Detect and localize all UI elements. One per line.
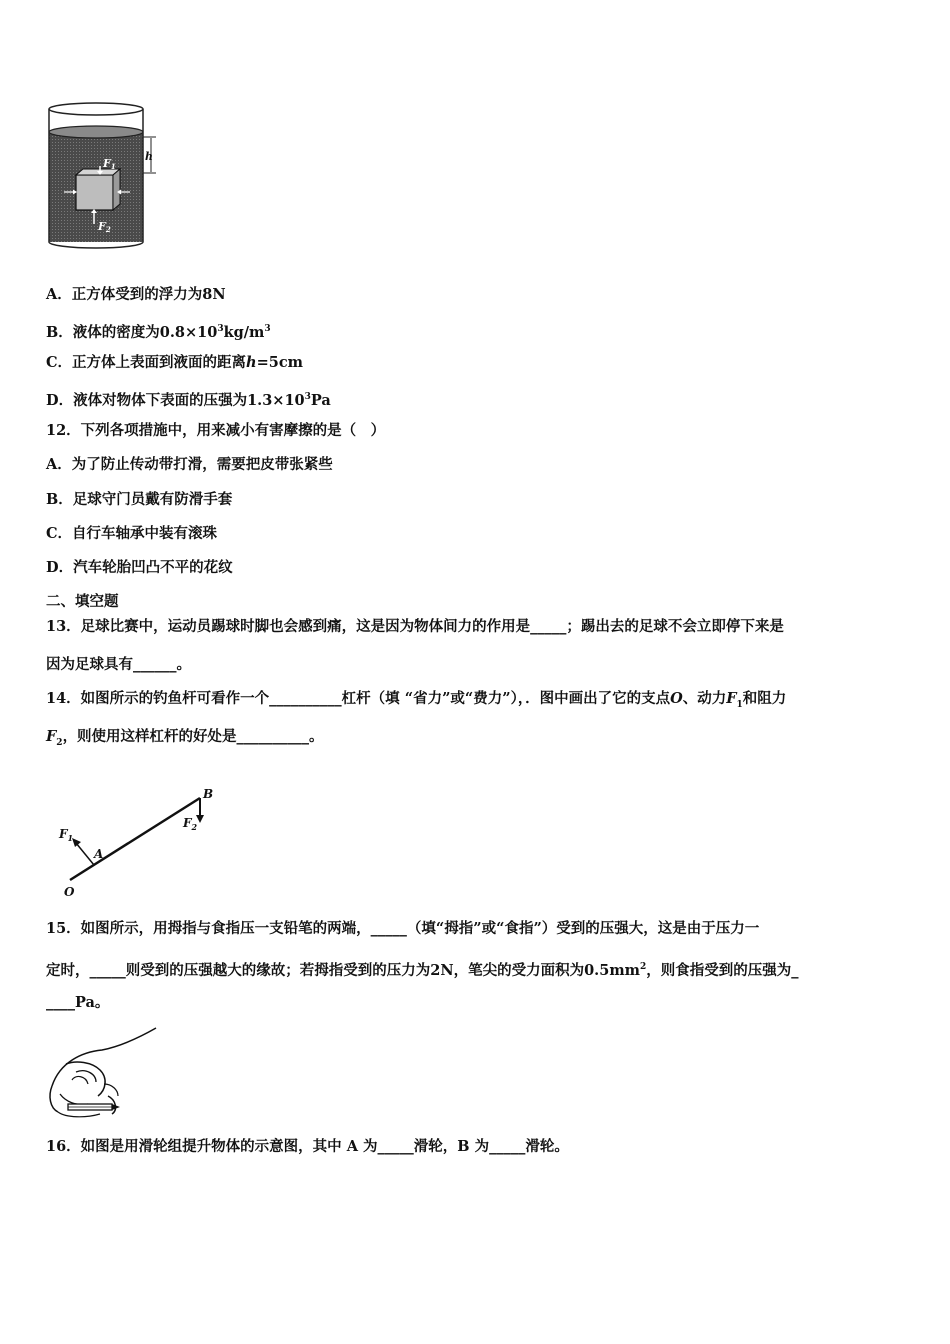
q14-line1-pre: 14．如图所示的钓鱼杆可看作一个__________杠杆（填 “省力”或“费力”），．图中画出了它的支点 (46, 690, 671, 707)
q11-option-c (46, 354, 303, 372)
q15-line2-sup: 2 (640, 962, 647, 972)
label-b: B (203, 787, 214, 801)
label-f2-sub: 2 (105, 225, 111, 234)
q14-line1-mid: 、动力 (682, 690, 727, 707)
q12-option-d: D．汽车轮胎凹凸不平的花纹 (46, 559, 233, 576)
lever-figure (50, 778, 230, 900)
q14-line2-f2: F (46, 728, 57, 745)
label-lever-f1-sub: 1 (67, 833, 74, 843)
q11-option-d-sup: 3 (304, 392, 311, 402)
q15-line3: ____Pa。 (46, 994, 110, 1011)
q11-option-d (46, 388, 331, 410)
pencil-hand-figure (46, 1024, 160, 1120)
q15-line1: 15．如图所示，用拇指与食指压一支铅笔的两端，_____（填“拇指”或“食指”）受到的压强大，这是由于压力一 (46, 920, 760, 937)
q13-line1: 13．足球比赛中，运动员踢球时脚也会感到痛，这是因为物体间力的作用是_____；踢出去的足球不会立即停下来是 (46, 618, 784, 635)
label-f1-sub: 1 (110, 162, 116, 171)
q14-line1-o: O (670, 690, 683, 707)
svg-text:F2 (182, 816, 198, 832)
q11-option-d-post: Pa (310, 391, 331, 409)
label-a: A (94, 847, 104, 861)
label-o: O (64, 885, 75, 899)
q12-option-c: C．自行车轴承中装有滚珠 (46, 525, 218, 542)
q11-option-b-pre: B．液体的密度为0.8×10 (46, 323, 218, 341)
q11-option-b-mid: kg/m (223, 323, 265, 341)
label-lever-f2-sub: 2 (191, 822, 198, 832)
q12-option-a: A．为了防止传动带打滑，需要把皮带张紧些 (46, 456, 333, 473)
q14-line1-f1-sub: 1 (736, 699, 743, 710)
q11-option-a: A．正方体受到的浮力为8N (46, 286, 226, 303)
beaker-rim (49, 103, 143, 115)
q11-option-c-pre: C．正方体上表面到液面的距离 (46, 354, 247, 371)
q15-line2 (46, 958, 799, 980)
rod (67, 798, 200, 880)
q11-option-b-sup: 3 (217, 324, 224, 334)
q13-line2: 因为足球具有______。 (46, 656, 191, 673)
q15-line2-post: ，则食指受到的压强为_ (646, 961, 799, 979)
beaker-figure (40, 100, 170, 252)
q11-option-b-sup2: 3 (264, 324, 271, 334)
svg-text:F1 (58, 827, 73, 843)
q14-line1-post: 和阻力 (742, 690, 787, 707)
q14-line2 (46, 728, 324, 752)
q14-line1 (46, 690, 786, 714)
cube (76, 175, 113, 210)
q11-option-c-post: =5cm (256, 354, 304, 371)
q12-option-b: B．足球守门员戴有防滑手套 (46, 491, 233, 508)
label-lever-f1: F (59, 827, 68, 841)
q16-stem: 16．如图是用滑轮组提升物体的示意图，其中 A 为_____滑轮，B 为_____滑轮。 (46, 1138, 569, 1155)
label-f1: F (103, 157, 111, 170)
q11-option-d-pre: D．液体对物体下表面的压强为1.3×10 (46, 391, 305, 409)
label-lever-f2: F (183, 816, 192, 830)
q14-line1-f1: F (726, 690, 737, 707)
section-title: 二、填空题 (46, 593, 119, 610)
q12-stem: 12．下列各项措施中，用来减小有害摩擦的是（ ） (46, 422, 386, 439)
q14-line2-f2-sub: 2 (56, 737, 63, 748)
label-f2: F (98, 220, 106, 233)
force-f1-arrow (76, 843, 94, 865)
liquid-surface (49, 126, 143, 138)
q11-option-b (46, 320, 271, 342)
q15-line2-pre: 定时，_____则受到的压强越大的缘故；若拇指受到的压力为2N，笔尖的受力面积为0.5mm (46, 961, 641, 979)
label-h: h (145, 150, 153, 163)
q11-option-c-var: h (246, 354, 257, 371)
q14-line2-post: ，则使用这样杠杆的好处是__________。 (62, 728, 324, 745)
